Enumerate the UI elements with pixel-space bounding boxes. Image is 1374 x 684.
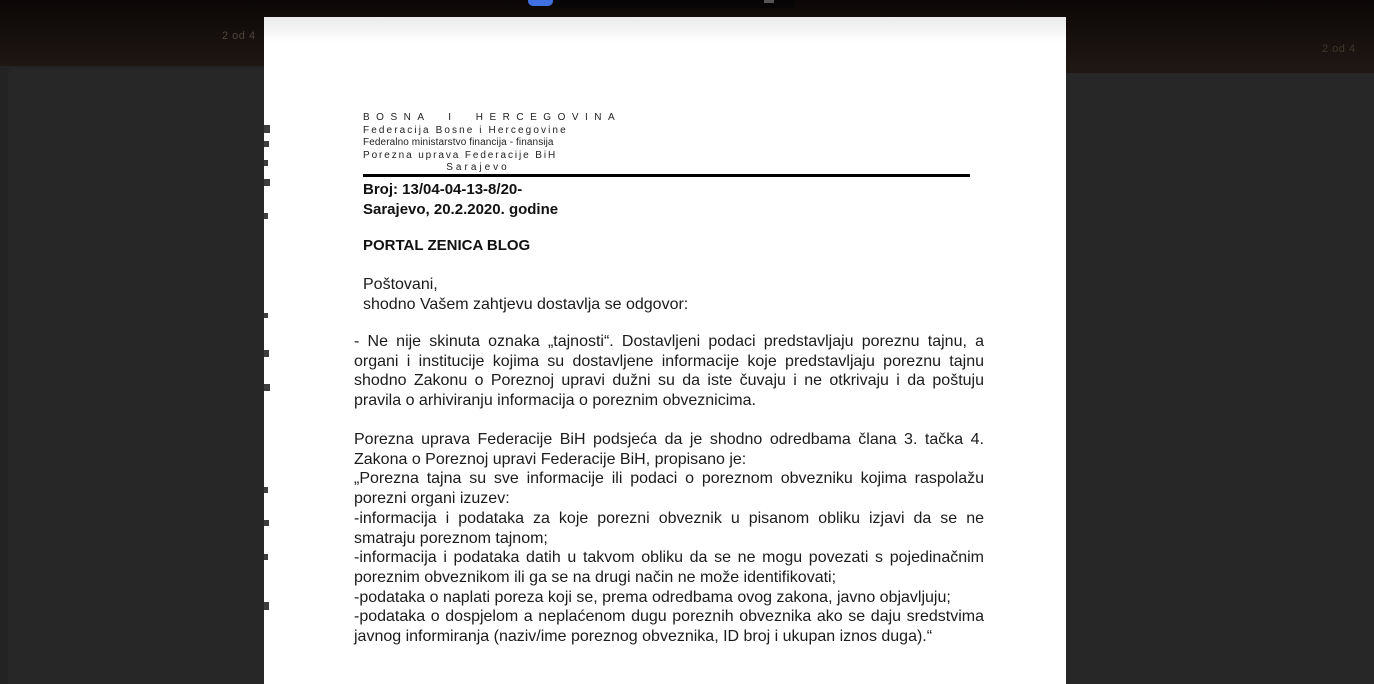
paragraph: -informacija i podataka za koje porezni obveznik u pisanom obliku izjavi da se ne smatraju poreznom tajnom; [354,509,984,547]
page-edge-artifact [264,213,268,219]
topbar-extension [1066,66,1374,73]
body-block-2 [354,430,984,647]
page-indicator-right: 2 od 4 [1322,43,1356,55]
recipient: PORTAL ZENICA BLOG [363,237,531,254]
page-edge-artifact [264,350,269,357]
paragraph: - Ne nije skinuta oznaka „tajnosti“. Dostavljeni podaci predstavljaju poreznu tajnu, a organi i institucije kojima su dostavljene informacije koje predstavljaju poreznu tajnu shodno Zakonu o Poreznoj upravi dužni su da iste čuvaju i ne otkrivaju i da poštuju pravila o arhiviranju informacija o poreznim obveznicima. [354,333,984,410]
page-edge-artifact [264,602,269,610]
letterhead [363,112,622,175]
letterhead-federation: Federacija Bosne i Hercegovine [363,124,568,136]
letterhead-city: Sarajevo [446,162,510,173]
page-indicator-left: 2 od 4 [222,30,256,42]
reference-block [363,180,558,219]
letterhead-rule [363,174,970,177]
paragraph: Porezna uprava Federacije BiH podsjeća da je shodno odredbama člana 3. tačka 4. Zakona o Poreznoj upravi Federacije BiH, propisano je: [354,431,984,468]
salutation-line: Poštovani, [363,276,438,293]
page-edge-artifact [264,179,270,186]
embed-control-fragment [764,0,774,3]
page-edge-artifact [264,313,268,318]
embed-bar-fragment [553,0,795,8]
paragraph: „Porezna tajna su sve informacije ili podaci o poreznom obvezniku kojima raspolažu porezni organi izuzev: [354,470,984,508]
paragraph: -informacija i podataka datih u takvom obliku da se ne mogu povezati s pojedinačnim poreznim obveznikom ili ga se na drugi način ne može identifikovati; [354,549,984,586]
page-edge-artifact [264,384,270,391]
salutation-block [363,275,688,314]
paragraph: -podataka o dospjelom a neplaćenom dugu poreznih obveznika ako se daju sredstvima javnog informiranja (naziv/ime poreznog obveznika, ID broj i ukupan iznos duga).“ [354,608,984,646]
page-edge-artifact [264,487,268,493]
letterhead-tax-administration: Porezna uprava Federacije BiH [363,149,558,161]
paragraph: -podataka o naplati poreza koji se, prema odredbama ovog zakona, javno objavljuju; [354,588,951,606]
page-edge-artifact [264,141,269,147]
intro-line: shodno Vašem zahtjevu dostavlja se odgovor: [363,295,689,313]
date-line: Sarajevo, 20.2.2020. godine [363,200,559,218]
page-edge-artifact [264,554,268,560]
page-edge-artifact [264,520,269,526]
reference-number: Broj: 13/04-04-13-8/20- [363,181,523,198]
share-button-fragment[interactable] [528,0,553,6]
letterhead-ministry: Federalno ministarstvo financija - finansija [363,137,554,148]
body-block-1 [354,332,984,411]
document-page[interactable] [264,17,1066,684]
page-edge-artifact [264,125,270,133]
page-edge-artifact [264,160,268,166]
letterhead-country: BOSNA I HERCEGOVINA [363,112,622,123]
